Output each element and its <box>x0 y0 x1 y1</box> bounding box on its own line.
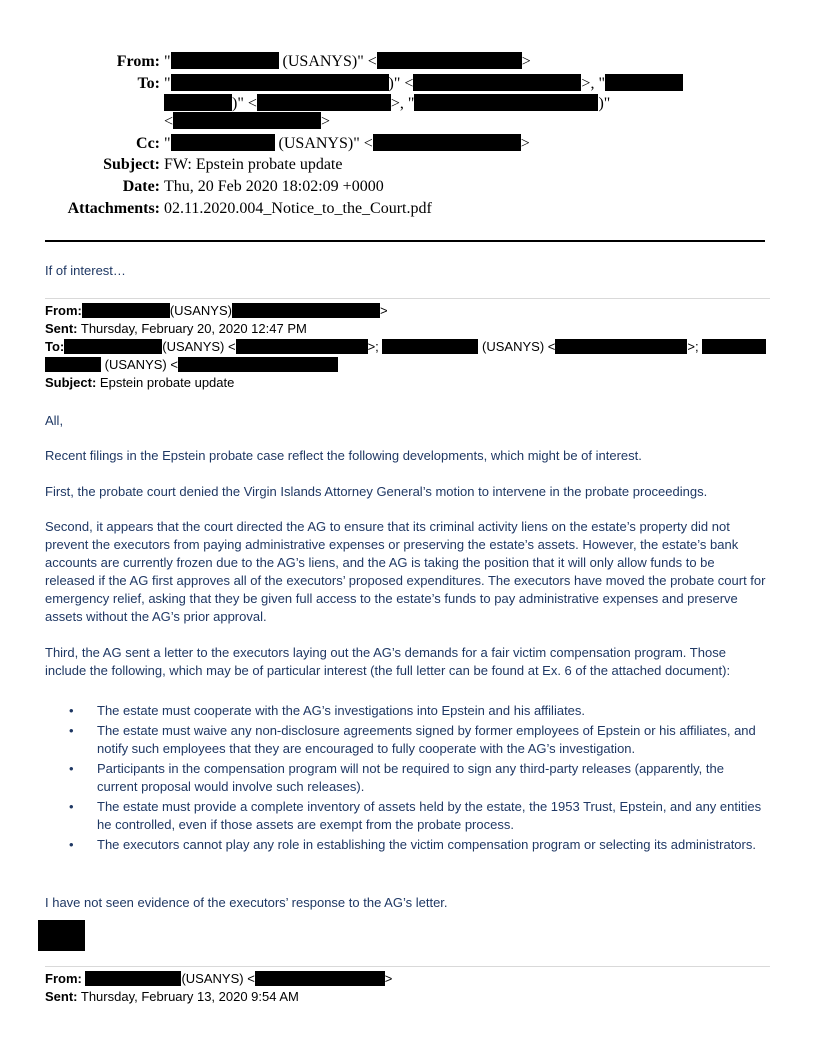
greeting: All, <box>45 413 64 428</box>
list-item: • The estate must cooperate with the AG’s investigations into Epstein and his affiliates. <box>69 703 586 718</box>
cc-org: (USANYS)" <box>278 135 360 152</box>
bullet-list <box>45 702 767 856</box>
fwd1-from-label: From: <box>45 303 82 318</box>
redaction <box>255 971 385 986</box>
bullet-icon: • <box>69 703 74 718</box>
redaction <box>382 339 478 354</box>
fwd1-to-org-2: (USANYS) < <box>482 339 556 354</box>
email-page: From: " (USANYS)" < > To: " )" < >, " )" < >, " )" < > Cc: " (USANYS)" < > Subject: FW: Epstein probate update Date: Thu, 20 Feb 2020 18:02:09 +0000 Attachments: 02.11.2020.004_Notice_to_the_Court.pdf If of interest… From: (USANYS) > Sent: Thursday, February 20, 2020 12:47 PM To: (USANYS) < >; (USANYS) < >; (USANYS) < Subject: Epstein probate update All, Recent filings in the Epstein probate case reflect the following developments, which might be of interest. First, the probate court denied the Virgin Islands Attorney General’s motion to intervene in the probate proceedings. Second, it appears that the court directed the AG to ensure that its criminal activity liens on the estate’s property did not prevent the executors from paying administrative expenses or preserving the estate’s assets. However, the estate’s bank accounts are currently frozen due to the AG’s liens, and the AG is taking the position that it will only allow funds to be released if the AG first approves all of the executors’ proposed expenditures. The executors have moved the probate court for emergency relief, asking that they be given full access to the estate’s funds to pay administrative expenses and preserve assets without the AG’s prior approval. Third, the AG sent a letter to the executors laying out the AG’s demands for a fair victim compensation program. Those include the following, which may be of particular interest (the full letter can be found at Ex. 6 of the attached document): • The estate must cooperate with the AG’s investigations into Epstein and his affiliates. • The estate must waive any non-disclosure agreements signed by former employees of Epstein or his affiliates, and notify such employees that they are encouraged to fully cooperate with the AG’s investigation. • Participants in the compensation program will not be required to sign any third-party releases (apparently, the current proposal would involve such releases). • The estate must provide a complete inventory of assets held by the estate, the 1953 Trust, Epstein, and any entities he controlled, even if those assets are exempt from the probate process. • The executors cannot play any role in establishing the victim compensation program or selecting its administrators. I have not seen evidence of the executors’ response to the AG’s letter. From: (USANYS) < > Sent: Thursday, February 13, 2020 9:54 AM <box>0 0 816 1056</box>
redaction <box>171 52 279 69</box>
redaction <box>232 303 380 318</box>
intro-text: If of interest… <box>45 263 126 278</box>
fwd1-subject-row <box>45 374 770 392</box>
redaction <box>85 971 181 986</box>
fwd2-sent-label: Sent: <box>45 989 78 1004</box>
redaction <box>171 74 389 91</box>
redaction <box>45 357 101 372</box>
fwd1-to-label: To: <box>45 339 65 354</box>
bullet-icon: • <box>69 761 74 776</box>
fwd1-subject-label: Subject: <box>45 375 97 390</box>
list-item: • The estate must waive any non-disclosure agreements signed by former employees of Epstein or his affiliates, and notify such employees that they are encouraged to fully cooperate with the AG’s investigation. <box>69 723 756 756</box>
paragraph-4: Third, the AG sent a letter to the executors laying out the AG’s demands for a fair victim compensation program. Those include the following, which may be of particular interest (the full letter can be found at Ex. 6 of the attached document): <box>45 645 731 678</box>
fwd2-sent-value: Thursday, February 13, 2020 9:54 AM <box>80 989 299 1004</box>
fwd2-sent-row <box>45 988 770 1006</box>
redaction <box>605 74 683 91</box>
bullet-icon: • <box>69 837 74 852</box>
redaction <box>164 94 232 111</box>
subject-value: FW: Epstein probate update <box>164 156 343 173</box>
fwd1-sent-label: Sent: <box>45 321 78 336</box>
forwarded-header-1 <box>45 302 770 392</box>
redaction <box>373 134 521 151</box>
bullet-icon: • <box>69 723 74 738</box>
attachment-link[interactable]: 02.11.2020.004_Notice_to_the_Court.pdf <box>164 200 432 217</box>
date-value: Thu, 20 Feb 2020 18:02:09 +0000 <box>164 178 384 195</box>
fwd1-to-row-2 <box>45 356 770 374</box>
redaction <box>171 134 275 151</box>
redaction <box>178 357 338 372</box>
cc-label: Cc: <box>136 135 160 152</box>
redaction <box>702 339 766 354</box>
forwarded-header-2 <box>45 970 770 1006</box>
from-label: From: <box>116 53 160 70</box>
header-divider <box>45 240 765 242</box>
fwd1-from-row: From: (USANYS) > <box>45 303 388 318</box>
fwd2-from-org: (USANYS) < <box>181 971 255 986</box>
redaction <box>236 339 368 354</box>
redaction <box>257 94 391 111</box>
paragraph-1: Recent filings in the Epstein probate case reflect the following developments, which might be of interest. <box>45 448 642 463</box>
paragraph-3: Second, it appears that the court directed the AG to ensure that its criminal activity liens on the estate’s property did not prevent the executors from paying administrative expenses or preserving the estate’s assets. However, the estate’s bank accounts are currently frozen due to the AG’s liens, and the AG is taking the position that it will only allow funds to be released if the AG first approves all of the executors’ proposed expenditures. The executors have moved the probate court for emergency relief, asking that they be given full access to the estate’s funds to pay administrative expenses and preserve assets without the AG’s prior approval. <box>45 519 766 624</box>
fwd1-subject-value: Epstein probate update <box>99 375 235 390</box>
attachments-label: Attachments: <box>67 200 160 217</box>
fwd1-sent-row <box>45 320 770 338</box>
fwd1-from-org: (USANYS) <box>169 303 232 318</box>
paragraph-5: I have not seen evidence of the executors’ response to the AG’s letter. <box>45 895 448 910</box>
list-item: • The estate must provide a complete inventory of assets held by the estate, the 1953 Trust, Epstein, and any entities he controlled, even if those assets are exempt from the probate process. <box>69 799 762 832</box>
redaction <box>413 74 581 91</box>
list-item: • Participants in the compensation program will not be required to sign any third-party releases (apparently, the current proposal would involve such releases). <box>69 761 724 794</box>
bullet-icon: • <box>69 799 74 814</box>
fwd1-sent-value: Thursday, February 20, 2020 12:47 PM <box>80 321 307 336</box>
to-label: To: <box>137 75 160 92</box>
fwd1-to-org-3: (USANYS) < <box>104 357 178 372</box>
redaction <box>173 112 321 129</box>
redaction <box>82 303 170 318</box>
paragraph-2: First, the probate court denied the Virgin Islands Attorney General’s motion to intervene in the probate proceedings. <box>45 484 708 499</box>
forward-separator <box>45 298 770 299</box>
fwd2-from-label: From: <box>45 971 82 986</box>
fwd1-to-row: To: (USANYS) < >; (USANYS) < >; <box>45 338 770 356</box>
fwd1-to-org-1: (USANYS) < <box>162 339 236 354</box>
signature-redaction <box>38 920 85 951</box>
redaction <box>414 94 598 111</box>
subject-label: Subject: <box>103 156 160 173</box>
from-org: (USANYS)" <box>282 53 364 70</box>
fwd2-from-row: From: (USANYS) < > <box>45 971 393 986</box>
redaction <box>377 52 522 69</box>
forward-separator-2 <box>45 966 770 967</box>
list-item: • The executors cannot play any role in establishing the victim compensation program or selecting its administrators. <box>69 837 756 852</box>
redaction <box>64 339 162 354</box>
date-label: Date: <box>122 178 160 195</box>
redaction <box>555 339 687 354</box>
